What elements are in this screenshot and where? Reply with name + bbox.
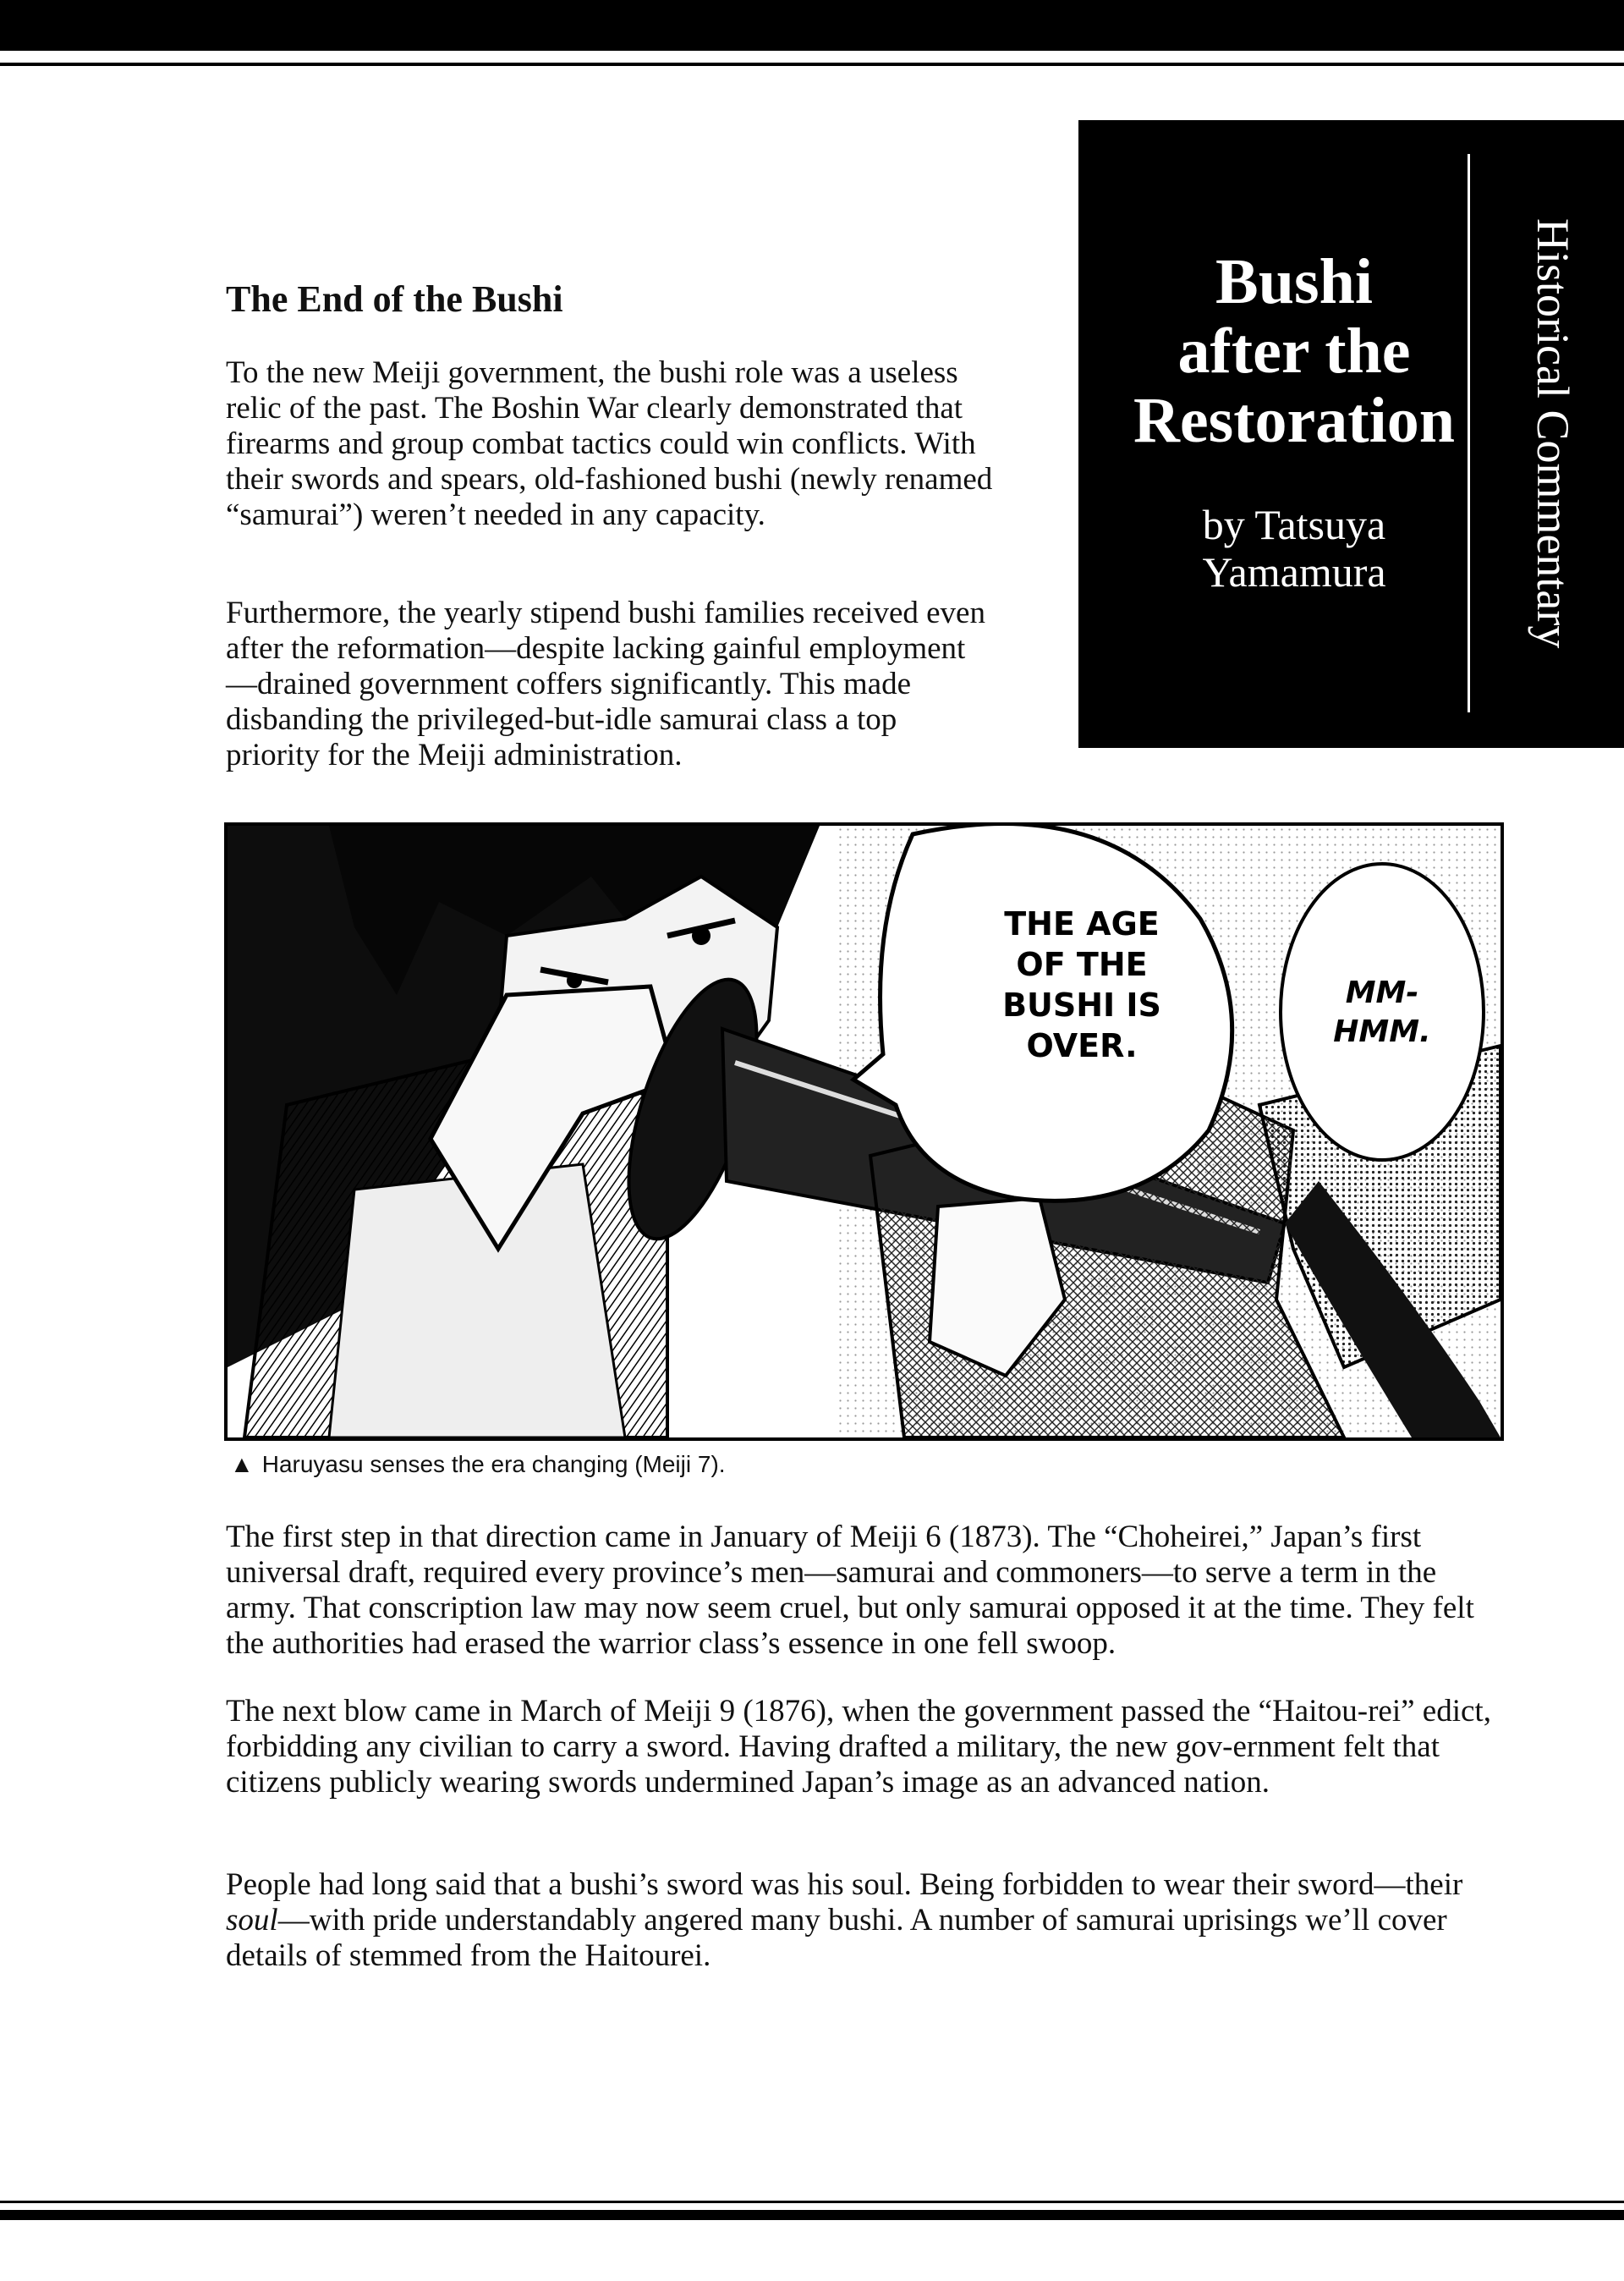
commentary-author: [1087, 501, 1501, 596]
body-paragraph-3: [226, 1867, 1512, 1974]
author-line: Yamamura: [1202, 548, 1386, 596]
title-line: Restoration: [1133, 385, 1455, 456]
title-line: after the: [1177, 316, 1411, 387]
panel-caption-text: Haruyasu senses the era changing (Meiji 7).: [261, 1451, 726, 1477]
author-line: by Tatsuya: [1202, 501, 1386, 548]
character-eye: [567, 973, 582, 988]
body-paragraph-3-italic: soul: [226, 1903, 278, 1937]
manga-illustration: [228, 826, 1501, 1437]
intro-paragraph-2: Furthermore, the yearly stipend bushi families received even after the reformation—despite lacking gainful employment—drained government coffers significantly. This made disbanding the privileged-but-idle samurai class a top priority for the Meiji administration.: [226, 596, 985, 772]
speech-bubble-reply-text: [1306, 974, 1458, 1052]
bubble-line: BUSHI IS: [1002, 987, 1161, 1024]
bubble-line: THE AGE: [1004, 905, 1160, 943]
commentary-title: [1087, 247, 1501, 455]
top-border-line: [0, 63, 1624, 66]
bottom-border-bar: [0, 2210, 1624, 2220]
bubble-line: OVER.: [1026, 1027, 1138, 1064]
intro-paragraph-1: To the new Meiji government, the bushi role was a useless relic of the past. The Boshin War clearly demonstrated that firearms and group combat tactics could win conflicts. With their swords and spears, old-fashioned bushi (newly renamed “samurai”) weren’t needed in any capacity.: [226, 355, 993, 532]
bottom-border-line: [0, 2201, 1624, 2203]
section-heading: The End of the Bushi: [226, 278, 563, 320]
body-paragraph-3-end: —with pride understandably angered many bushi. A number of samurai uprisings we’ll cover details of stemmed from the Haitourei.: [226, 1903, 1447, 1973]
series-divider: [1468, 154, 1470, 712]
bubble-line: HMM.: [1333, 1014, 1431, 1049]
speech-bubble-main-text: [972, 904, 1192, 1066]
body-paragraph-2: The next blow came in March of Meiji 9 (1876), when the government passed the “Haitou-rei” edict, forbidding any civilian to carry a sword. Having drafted a military, the new gov-ernment felt that citizens publicly wearing swords undermined Japan’s image as an advanced nation.: [226, 1694, 1491, 1800]
series-label: Historical Commentary: [1528, 217, 1578, 649]
triangle-marker-icon: ▲: [230, 1451, 254, 1477]
top-border-bar: [0, 0, 1624, 51]
bubble-line: OF THE: [1016, 946, 1148, 983]
bubble-line: MM-: [1345, 976, 1419, 1010]
manga-panel: [224, 822, 1504, 1441]
title-line: Bushi: [1215, 246, 1373, 317]
panel-caption: [230, 1450, 726, 1479]
body-paragraph-1: The first step in that direction came in January of Meiji 6 (1873). The “Choheirei,” Japan’s first universal draft, required every province’s men—samurai and commoners—to serve a term in the army. That conscription law may now seem cruel, but only samurai opposed it at the time. They felt the authorities had erased the warrior class’s essence in one fell swoop.: [226, 1520, 1474, 1661]
commentary-title-box: [1078, 120, 1624, 748]
character-eye: [692, 926, 710, 945]
body-paragraph-3-start: People had long said that a bushi’s sword was his soul. Being forbidden to wear their sword—their: [226, 1867, 1463, 1902]
